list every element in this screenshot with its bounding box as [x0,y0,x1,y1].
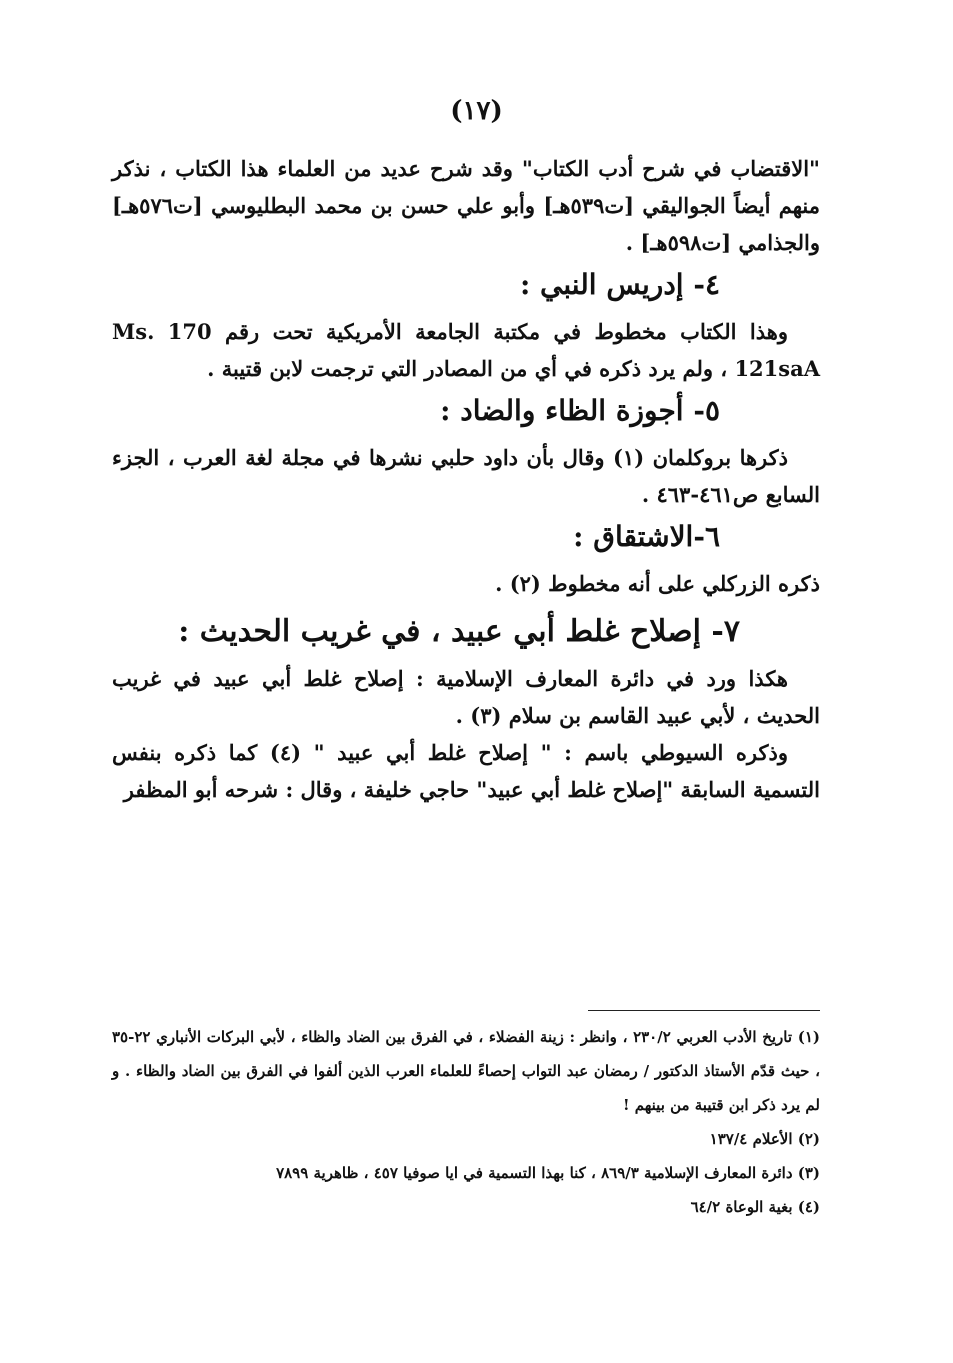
heading-ajwiza: ٥- أجوزة الظاء والضاد : [440,394,720,427]
paragraph-islah-1: هكذا ورد في دائرة المعارف الإسلامية : إصلاح غلط أبي عبيد في غريب الحديث ، لأبي عبيد القاسم بن سلام (٣) . [112,666,820,728]
footnotes [112,1020,820,1224]
page-number: (١٧) [450,96,503,126]
paragraph-idris: وهذا الكتاب مخطوط في مكتبة الجامعة الأمريكية تحت رقم Ms. 170 121saA ، ولم يرد ذكره في أي من المصادر التي ترجمت لابن قتيبة . [112,319,820,381]
paragraph-ajwiza: ذكرها بروكلمان (١) وقال بأن داود حلبي نشرها في مجلة لغة العرب ، الجزء السابع ص٤٦١-٤٦٣ . [112,445,820,507]
paragraph-islah-2: وذكره السيوطي باسم : " إصلاح غلط أبي عبيد " (٤) كما ذكره بنفس التسمية السابقة "إصلاح غلط أبي عبيد" حاجي خليفة ، وقال : شرحه أبو المظفر [112,740,820,802]
footnote-1: (١) تاريخ الأدب العربي ٢٣٠/٢ ، وانظر : زينة الفضلاء ، في الفرق بين الضاد والظاء ، لأبي البركات الأنباري ٢٢-٣٥ ، حيث قدّم الأستاذ الدكتور / رمضان عبد التواب إحصاءً للعلماء العرب الذين ألفوا في الفرق بين الضاد والظاء . و لم يرد ذكر ابن قتيبة من بينهم ! [112,1028,820,1114]
footnote-3: (٣) دائرة المعارف الإسلامية ٨٦٩/٣ ، كنا بهذا التسمية في ايا صوفيا ٤٥٧ ، ظاهرية ٧٨٩٩ [276,1164,820,1182]
paragraph-iqtidab: "الاقتضاب في شرح أدب الكتاب" وقد شرح عديد من العلماء هذا الكتاب ، نذكر منهم أيضاً الجواليقي [ت٥٣٩هـ] وأبو علي حسن بن محمد البطليوسي [ت٥٧٦هـ] والجذامي [ت٥٩٨هـ] . [112,156,820,255]
footnote-2: (٢) الأعلام ١٣٧/٤ [709,1130,820,1148]
heading-islah: ٧- إصلاح غلط أبي عبيد ، في غريب الحديث : [178,614,740,649]
heading-idris: ٤- إدريس النبي : [519,268,720,301]
paragraph-ishtiqaq: ذكره الزركلي على أنه مخطوط (٢) . [495,571,820,596]
heading-ishtiqaq: ٦-الاشتقاق : [573,520,720,553]
footnote-4: (٤) بغية الوعاة ٦٤/٢ [690,1198,820,1216]
footnote-divider [588,1010,820,1011]
main-text [112,150,820,808]
